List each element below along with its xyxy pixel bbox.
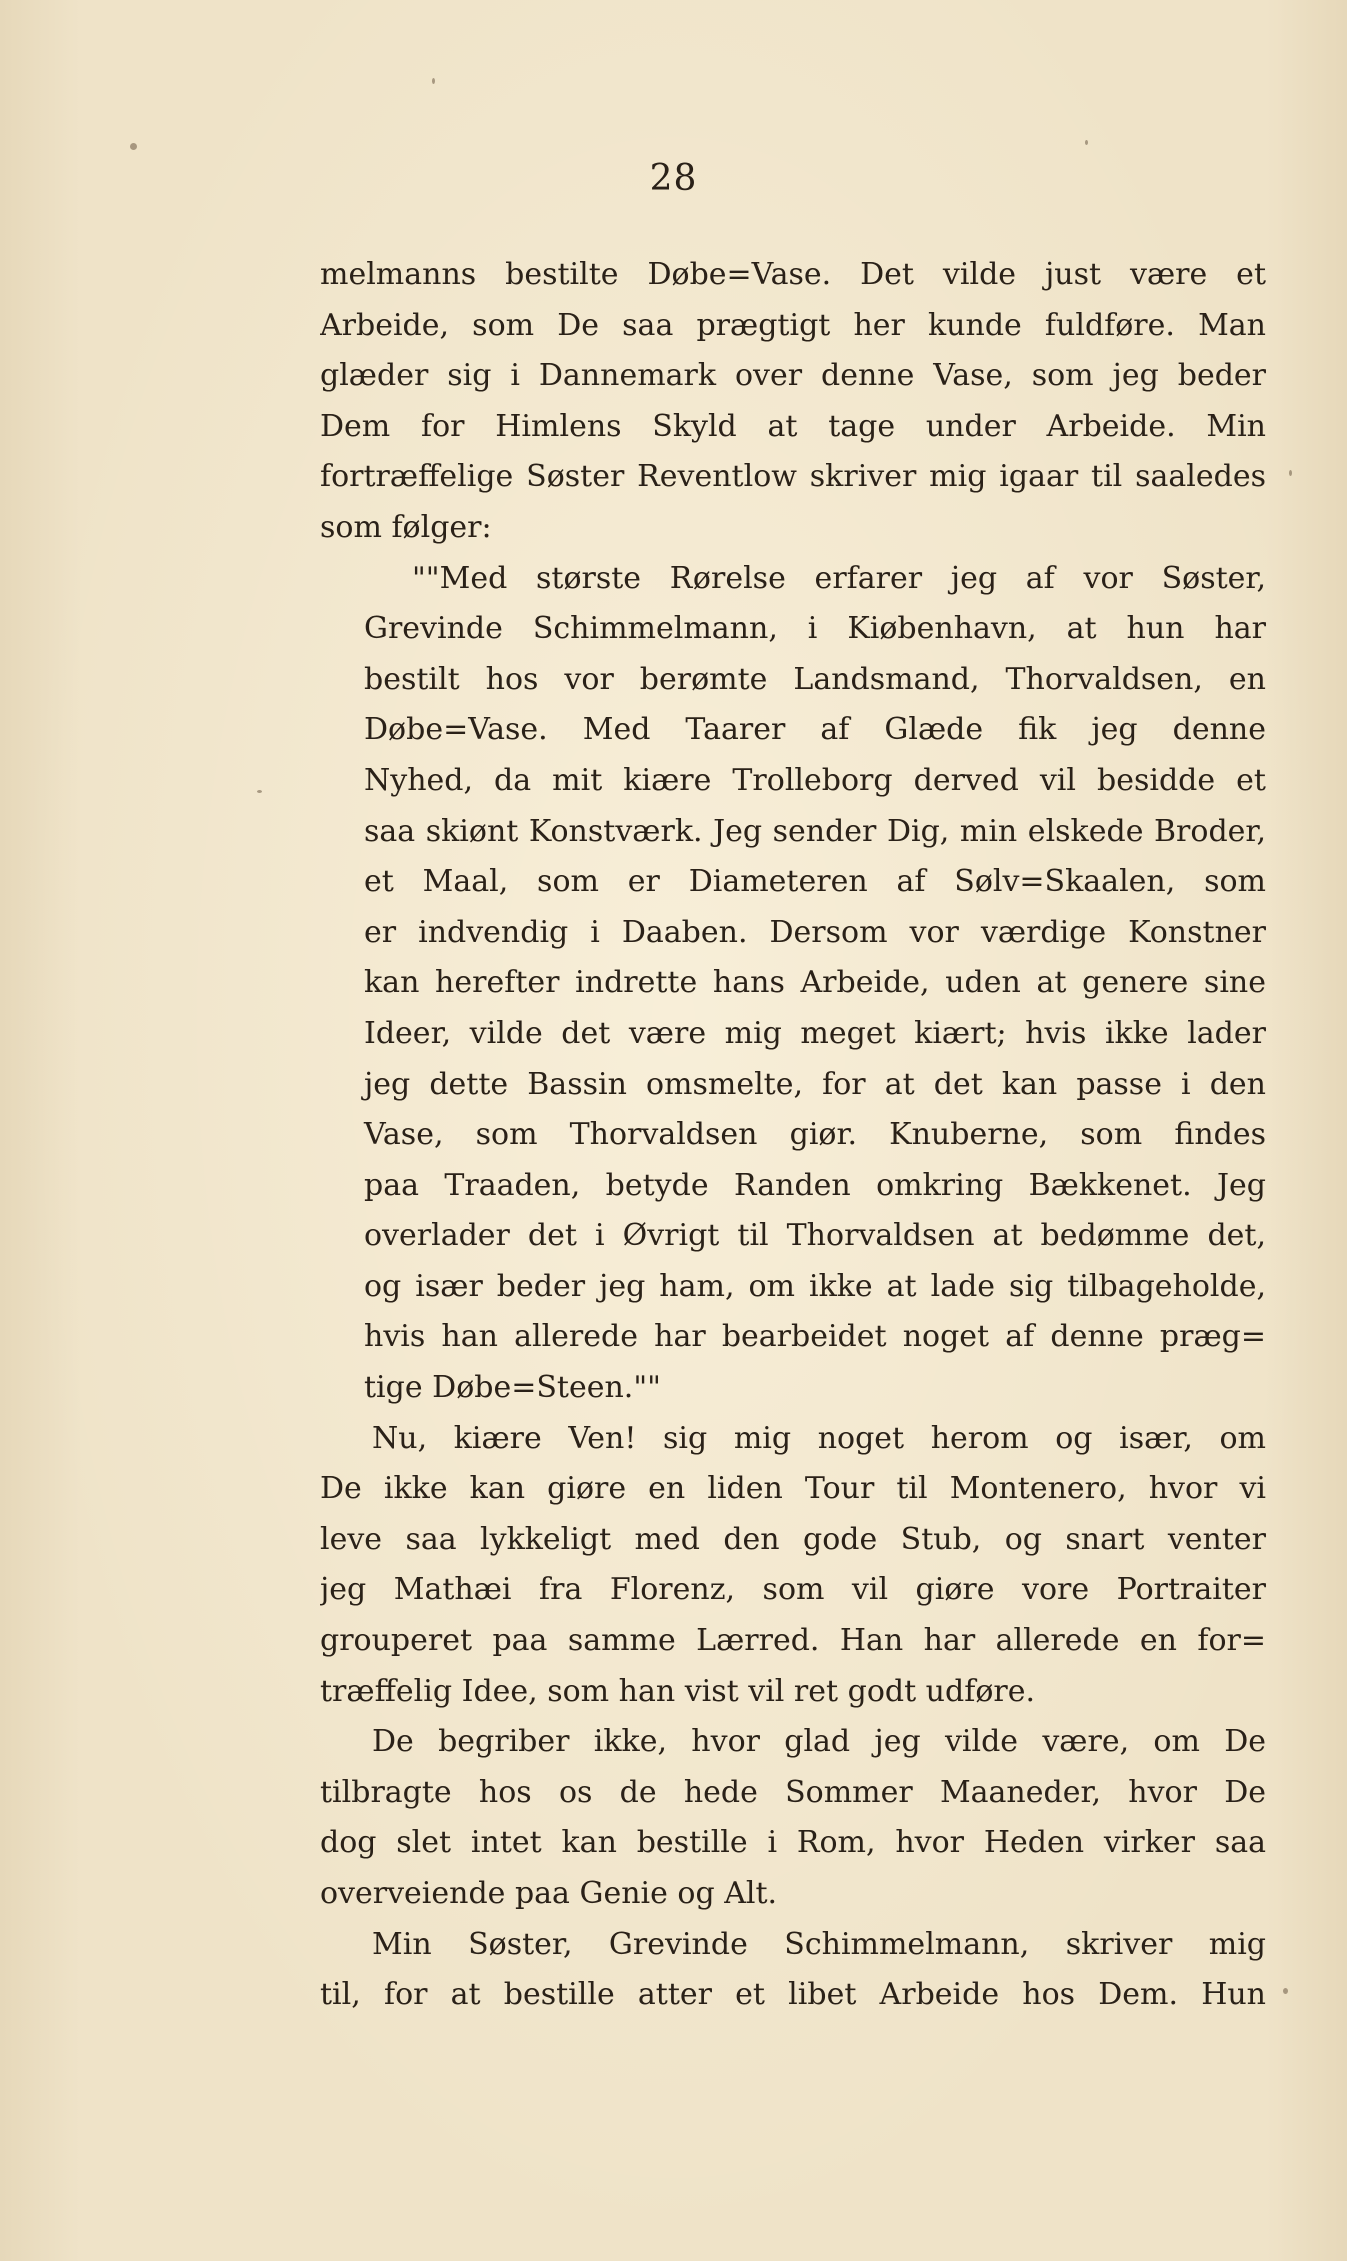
text-line: melmanns bestilte Døbe=Vase. Det vilde just være et — [320, 257, 1266, 292]
text-line: overveiende paa Genie og Alt. — [320, 1876, 778, 1911]
quote-line: overlader det i Øvrigt til Thorvaldsen at bedømme det, — [364, 1218, 1266, 1254]
quote-line: Vase, som Thorvaldsen giør. Knuberne, som findes — [364, 1117, 1266, 1153]
text-line: tilbragte hos os de hede Sommer Maaneder, hvor De — [320, 1774, 1266, 1810]
quote-line: paa Traaden, betyde Randen omkring Bækkenet. Jeg — [364, 1167, 1266, 1203]
text-line: Nu, kiære Ven! sig mig noget herom og især, om — [372, 1420, 1266, 1456]
text-line: til, for at bestille atter et libet Arbeide hos Dem. Hun — [320, 1977, 1266, 2013]
text-line: Dem for Himlens Skyld at tage under Arbeide. Min — [320, 408, 1266, 444]
page-speck — [1283, 1988, 1288, 1994]
text-line: De ikke kan giøre en liden Tour til Montenero, hvor vi — [320, 1471, 1266, 1507]
text-line: leve saa lykkeligt med den gode Stub, og snart venter — [320, 1521, 1266, 1557]
quote-line: hvis han allerede har bearbeidet noget af denne præg= — [364, 1319, 1266, 1355]
quote-line: Grevinde Schimmelmann, i Kiøbenhavn, at hun har — [364, 611, 1266, 647]
text-line: De begriber ikke, hvor glad jeg vilde være, om De — [372, 1724, 1266, 1760]
text-line: fortræffelige Søster Reventlow skriver mig igaar til saaledes — [320, 459, 1266, 495]
quote-line: jeg dette Bassin omsmelte, for at det kan passe i den — [364, 1066, 1266, 1102]
text-line: grouperet paa samme Lærred. Han har allerede en for= — [320, 1623, 1266, 1659]
page-speck — [432, 78, 435, 84]
quote-line: Døbe=Vase. Med Taarer af Glæde fik jeg denne — [364, 712, 1266, 748]
quote-line: og især beder jeg ham, om ikke at lade sig tilbageholde, — [364, 1268, 1266, 1304]
quote-line: kan herefter indrette hans Arbeide, uden at genere sine — [364, 965, 1266, 1001]
page-speck — [1289, 470, 1292, 476]
quote-line: et Maal, som er Diameteren af Sølv=Skaalen, som — [364, 864, 1266, 900]
text-line: dog slet intet kan bestille i Rom, hvor Heden virker saa — [320, 1825, 1266, 1861]
page-speck — [1085, 140, 1088, 145]
text-line: jeg Mathæi fra Florenz, som vil giøre vore Portraiter — [320, 1572, 1266, 1608]
text-line: Min Søster, Grevinde Schimmelmann, skriver mig — [372, 1926, 1266, 1962]
quote-line: Ideer, vilde det være mig meget kiært; hvis ikke lader — [364, 1015, 1266, 1051]
quote-line: tige Døbe=Steen."" — [364, 1370, 661, 1406]
quote-line: ""Med største Rørelse erfarer jeg af vor Søster, — [412, 560, 1266, 596]
quote-line: er indvendig i Daaben. Dersom vor værdige Konstner — [364, 914, 1266, 950]
page-speck — [130, 143, 137, 150]
page-speck — [257, 790, 262, 793]
quote-line: Nyhed, da mit kiære Trolleborg derved vil besidde et — [364, 762, 1266, 798]
body-text — [320, 250, 1266, 2021]
text-line: som følger: — [320, 509, 492, 545]
page-number: 28 — [649, 158, 698, 199]
text-line: træffelig Idee, som han vist vil ret godt udføre. — [320, 1673, 1036, 1709]
text-line: glæder sig i Dannemark over denne Vase, som jeg beder — [320, 358, 1266, 394]
text-line: Arbeide, som De saa prægtigt her kunde fuldføre. Man — [320, 307, 1266, 343]
quote-line: saa skiønt Konstværk. Jeg sender Dig, min elskede Broder, — [364, 813, 1266, 849]
quote-line: bestilt hos vor berømte Landsmand, Thorvaldsen, en — [364, 661, 1266, 697]
